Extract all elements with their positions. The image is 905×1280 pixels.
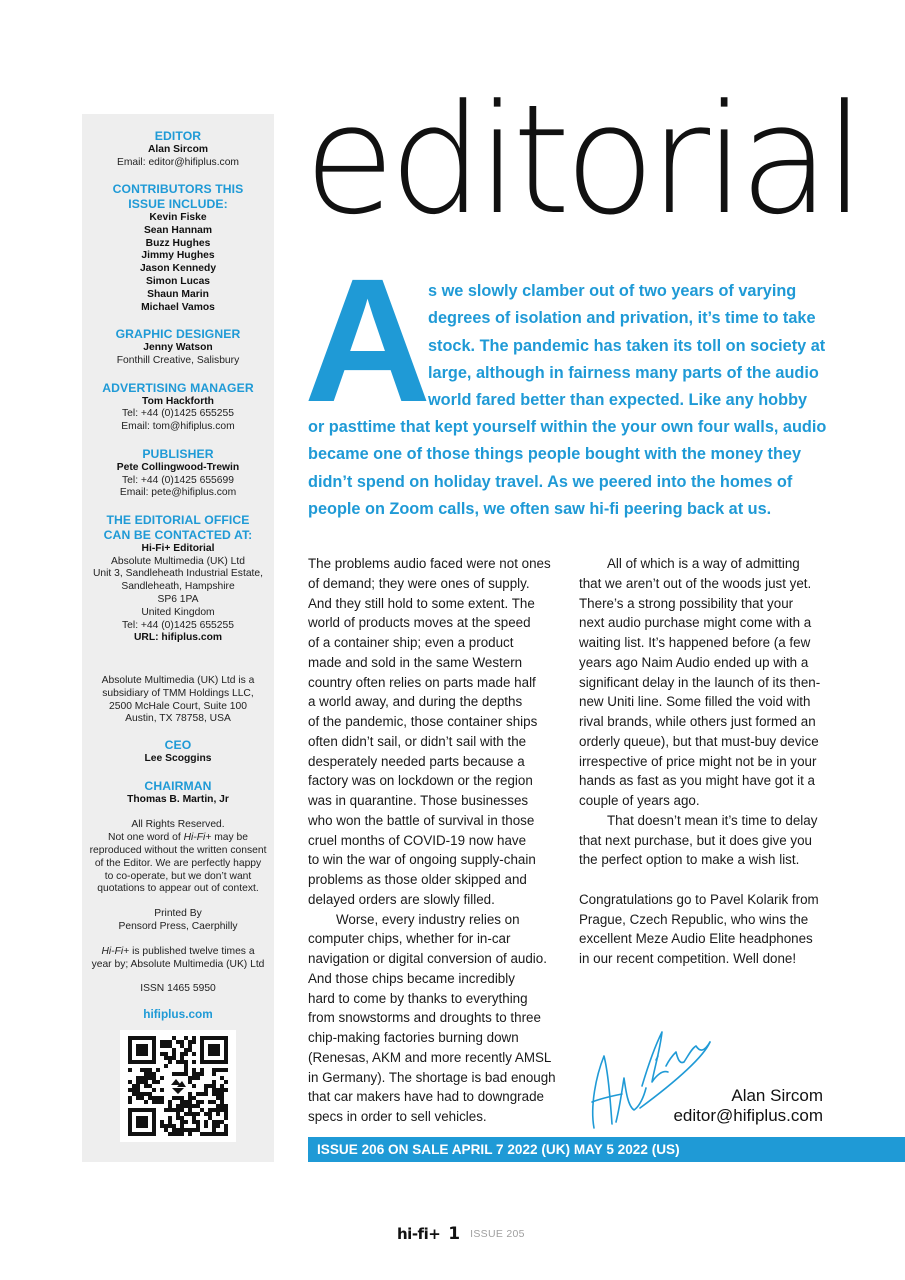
office-url[interactable]: URL: hifiplus.com <box>133 632 223 644</box>
body-text-line: irrespective of price might not be in your <box>579 753 817 769</box>
intro-paragraph-bottom <box>308 414 826 523</box>
office-tel: Tel: +44 (0)1425 655255 <box>122 619 234 631</box>
website-link[interactable]: hifiplus.com <box>143 1007 213 1022</box>
graphic-designer-heading: GRAPHIC DESIGNER <box>115 327 241 342</box>
chairman-section <box>88 779 268 807</box>
body-text-line: country often relies on parts made half <box>308 674 536 690</box>
office-address-line: United Kingdom <box>141 606 215 618</box>
intro-paragraph-top <box>428 278 825 414</box>
body-text-line: orderly queue), but that must-buy device <box>579 733 819 749</box>
body-text-line: that next purchase, but it does give you <box>579 832 812 848</box>
qr-code-icon[interactable] <box>120 1030 236 1142</box>
publisher-name: Pete Collingwood-Trewin <box>116 461 240 473</box>
body-text-line: And they still hold to some extent. The <box>308 595 535 611</box>
publishing-line: year by; Absolute Multimedia (UK) Ltd <box>91 958 265 970</box>
body-text-line: factory was on lockdown or the region <box>308 773 533 789</box>
issue-number: ISSUE 205 <box>470 1228 525 1240</box>
body-text-line: The problems audio faced were not ones <box>308 556 551 571</box>
body-text-line: that we aren’t out of the woods just yet. <box>579 575 812 591</box>
contributor-name: Michael Vamos <box>141 301 215 313</box>
publisher-section <box>88 447 268 500</box>
office-heading-line1: THE EDITORIAL OFFICE <box>106 513 250 528</box>
office-name: Hi-Fi+ Editorial <box>141 542 215 554</box>
body-text-line: That doesn’t mean it’s time to delay <box>607 812 818 828</box>
page-number: 1 <box>448 1224 461 1244</box>
body-text-line: navigation or digital conversion of audio. <box>308 951 547 966</box>
ceo-section <box>88 738 268 766</box>
ceo-heading: CEO <box>164 738 192 753</box>
body-text-line: the perfect option to make a wish list. <box>579 852 800 868</box>
body-text-line: to win the war of ongoing supply-chain <box>308 852 536 868</box>
rights-notice <box>86 819 270 896</box>
rights-line <box>86 832 270 845</box>
publisher-email[interactable]: Email: pete@hifiplus.com <box>119 487 237 499</box>
rights-line: to co-operate, but we don’t want <box>104 870 252 882</box>
body-text-line: And those chips became incredibly <box>308 970 515 986</box>
rights-text: Not one word of <box>108 832 184 844</box>
body-text-line: All of which is a way of admitting <box>607 556 800 571</box>
contributors-section <box>88 182 268 314</box>
intro-line: large, although in fairness many parts of the audio <box>428 363 819 382</box>
rights-line: All Rights Reserved. <box>131 819 225 831</box>
editor-name: Alan Sircom <box>147 143 209 155</box>
advertising-manager-email[interactable]: Email: tom@hifiplus.com <box>121 421 235 433</box>
body-text-line: hard to come by thanks to everything <box>308 990 528 1006</box>
qr-code-graphic <box>120 1030 236 1142</box>
chairman-name: Thomas B. Martin, Jr <box>127 793 229 805</box>
drop-cap: A <box>304 243 432 439</box>
contributors-heading-line2: ISSUE INCLUDE: <box>128 197 228 212</box>
contributors-heading-line1: CONTRIBUTORS THIS <box>112 182 244 197</box>
body-text-line: cruel months of COVID-19 now have <box>308 832 527 848</box>
intro-line: degrees of isolation and privation, it’s time to take <box>428 309 816 328</box>
body-text-line: There’s a strong possibility that your <box>579 595 794 611</box>
body-column-left <box>308 554 556 1127</box>
body-text-line: significant delay in the launch of its then- <box>579 674 821 690</box>
page-title: editorial <box>304 72 860 248</box>
body-text-line: in our recent competition. Well done! <box>579 951 797 966</box>
intro-line: or pasttime that kept yourself within the your own four walls, audio <box>308 418 827 436</box>
chairman-heading: CHAIRMAN <box>144 778 212 793</box>
body-text-line: world of products moves at the speed <box>308 615 531 631</box>
issn: ISSN 1465 5950 <box>140 983 216 995</box>
subsidiary-line: subsidiary of TMM Holdings LLC, <box>102 687 254 699</box>
office-heading-line2: CAN BE CONTACTED AT: <box>103 527 253 542</box>
office-address-line: Sandleheath, Hampshire <box>121 581 235 593</box>
rights-line: quotations to appear out of context. <box>97 883 259 895</box>
body-text-line: of demand; they were ones of supply. <box>308 575 530 591</box>
next-issue-banner: ISSUE 206 ON SALE APRIL 7 2022 (UK) MAY 5 2022 (US) <box>308 1137 905 1162</box>
rights-line: of the Editor. We are perfectly happy <box>94 857 262 869</box>
body-text-line: often didn’t sail, or didn’t sail with the <box>308 733 527 749</box>
body-text-line: that car makers have had to downgrade <box>308 1089 544 1105</box>
graphic-designer-company: Fonthill Creative, Salisbury <box>116 354 240 366</box>
subsidiary-line: 2500 McHale Court, Suite 100 <box>109 700 247 712</box>
body-text-line: desperately needed parts because a <box>308 753 525 769</box>
body-text-line: Prague, Czech Republic, who wins the <box>579 911 809 927</box>
advertising-manager-heading: ADVERTISING MANAGER <box>102 380 254 395</box>
office-address-line: Unit 3, Sandleheath Industrial Estate, <box>92 568 263 580</box>
body-column-right <box>579 554 820 969</box>
publishing-notice <box>86 946 270 972</box>
page-footer <box>397 1222 525 1246</box>
publisher-tel: Tel: +44 (0)1425 655699 <box>122 474 234 486</box>
body-text-line: Congratulations go to Pavel Kolarik from <box>579 891 819 907</box>
editor-email[interactable]: Email: editor@hifiplus.com <box>116 156 240 168</box>
body-text-line: of the pandemic, those container ships <box>308 714 538 729</box>
subsidiary-line: Austin, TX 78758, USA <box>125 713 231 725</box>
body-text-line: excellent Meze Audio Elite headphones <box>579 931 813 947</box>
contributor-name: Jason Kennedy <box>139 263 217 275</box>
intro-line: didn’t spend on holiday travel. As we peered into the homes of <box>308 472 793 491</box>
body-text-line: years ago Naim Audio ended up with a <box>579 654 809 670</box>
spacer <box>82 658 274 675</box>
body-text-line: Worse, every industry relies on <box>336 911 520 927</box>
office-address-line: Absolute Multimedia (UK) Ltd <box>111 555 245 567</box>
body-text-line: hands as fast as you might have got it a <box>579 773 815 789</box>
contributor-name: Kevin Fiske <box>149 211 207 223</box>
editor-heading: EDITOR <box>154 129 202 143</box>
graphic-designer-section <box>88 327 268 367</box>
subsidiary-notice <box>86 675 270 726</box>
body-text-line: was in quarantine. Those businesses <box>308 793 529 808</box>
magazine-name: Hi-Fi+ <box>183 832 212 844</box>
editor-section <box>88 129 268 169</box>
advertising-manager-name: Tom Hackforth <box>142 395 214 407</box>
intro-line: people on Zoom calls, we often saw hi-fi peering back at us. <box>308 499 772 518</box>
body-text-line: computer chips, whether for in-car <box>308 931 511 947</box>
contributor-name: Buzz Hughes <box>145 237 211 249</box>
printer-line: Printed By <box>154 908 202 920</box>
advertising-manager-tel: Tel: +44 (0)1425 655255 <box>122 408 234 420</box>
body-text-line: specs in order to sell vehicles. <box>308 1109 487 1124</box>
masthead-sidebar <box>82 114 274 1162</box>
publishing-line <box>86 946 270 959</box>
magazine-name: Hi-Fi+ <box>101 945 130 957</box>
body-text-line: (Renesas, AKM and more recently AMSL <box>308 1049 552 1065</box>
paragraph-spacer <box>579 870 820 890</box>
body-text-line: of a container ship; even a product <box>308 635 514 650</box>
body-text-line: couple of years ago. <box>579 793 700 808</box>
printer-notice <box>86 908 270 934</box>
signature-name: Alan Sircom <box>731 1086 823 1105</box>
intro-line: became one of those things people bought with the money they <box>308 445 801 464</box>
intro-line: world fared better than expected. Like any hobby <box>428 391 808 410</box>
signature-email[interactable]: editor@hifiplus.com <box>673 1106 823 1125</box>
rights-line: reproduced without the written consent <box>89 845 267 857</box>
advertising-manager-section <box>88 381 268 434</box>
body-text-line: from snowstorms and droughts to three <box>308 1010 541 1026</box>
rights-text: may be <box>211 832 248 844</box>
body-text-line: rival brands, while others just formed an <box>579 714 816 729</box>
body-text-line: next audio purchase might come with a <box>579 615 812 631</box>
graphic-designer-name: Jenny Watson <box>143 342 213 354</box>
contributor-name: Jimmy Hughes <box>141 250 215 262</box>
publisher-heading: PUBLISHER <box>142 446 214 461</box>
office-address-line: SP6 1PA <box>157 593 199 605</box>
intro-line: s we slowly clamber out of two years of varying <box>428 282 797 300</box>
body-text-line: who won the battle of survival in those <box>308 812 535 828</box>
body-text-line: delayed orders are slowly filled. <box>308 891 495 907</box>
subsidiary-line: Absolute Multimedia (UK) Ltd is a <box>101 675 255 687</box>
printer-line: Pensord Press, Caerphilly <box>118 921 238 933</box>
contributor-name: Shaun Marin <box>147 288 209 300</box>
publishing-text: is published twelve times a <box>129 945 255 957</box>
ceo-name: Lee Scoggins <box>144 753 212 765</box>
body-text-line: made and sold in the same Western <box>308 654 523 670</box>
body-text-line: a world away, and during the depths <box>308 694 523 710</box>
editorial-office-section <box>88 513 268 645</box>
contributor-name: Sean Hannam <box>143 224 213 236</box>
body-text-line: in Germany). The shortage is bad enough <box>308 1069 556 1085</box>
intro-line: stock. The pandemic has taken its toll on society at <box>428 336 826 355</box>
contributor-name: Simon Lucas <box>145 275 211 287</box>
body-text-line: waiting list. It’s happened before (a few <box>579 635 811 650</box>
hifi-plus-logo: hi-fi+ <box>397 1225 441 1243</box>
body-text-line: chip-making factories burning down <box>308 1030 519 1045</box>
body-text-line: new Uniti line. Some filled the void with <box>579 694 811 710</box>
body-text-line: problems as those older skipped and <box>308 872 527 887</box>
